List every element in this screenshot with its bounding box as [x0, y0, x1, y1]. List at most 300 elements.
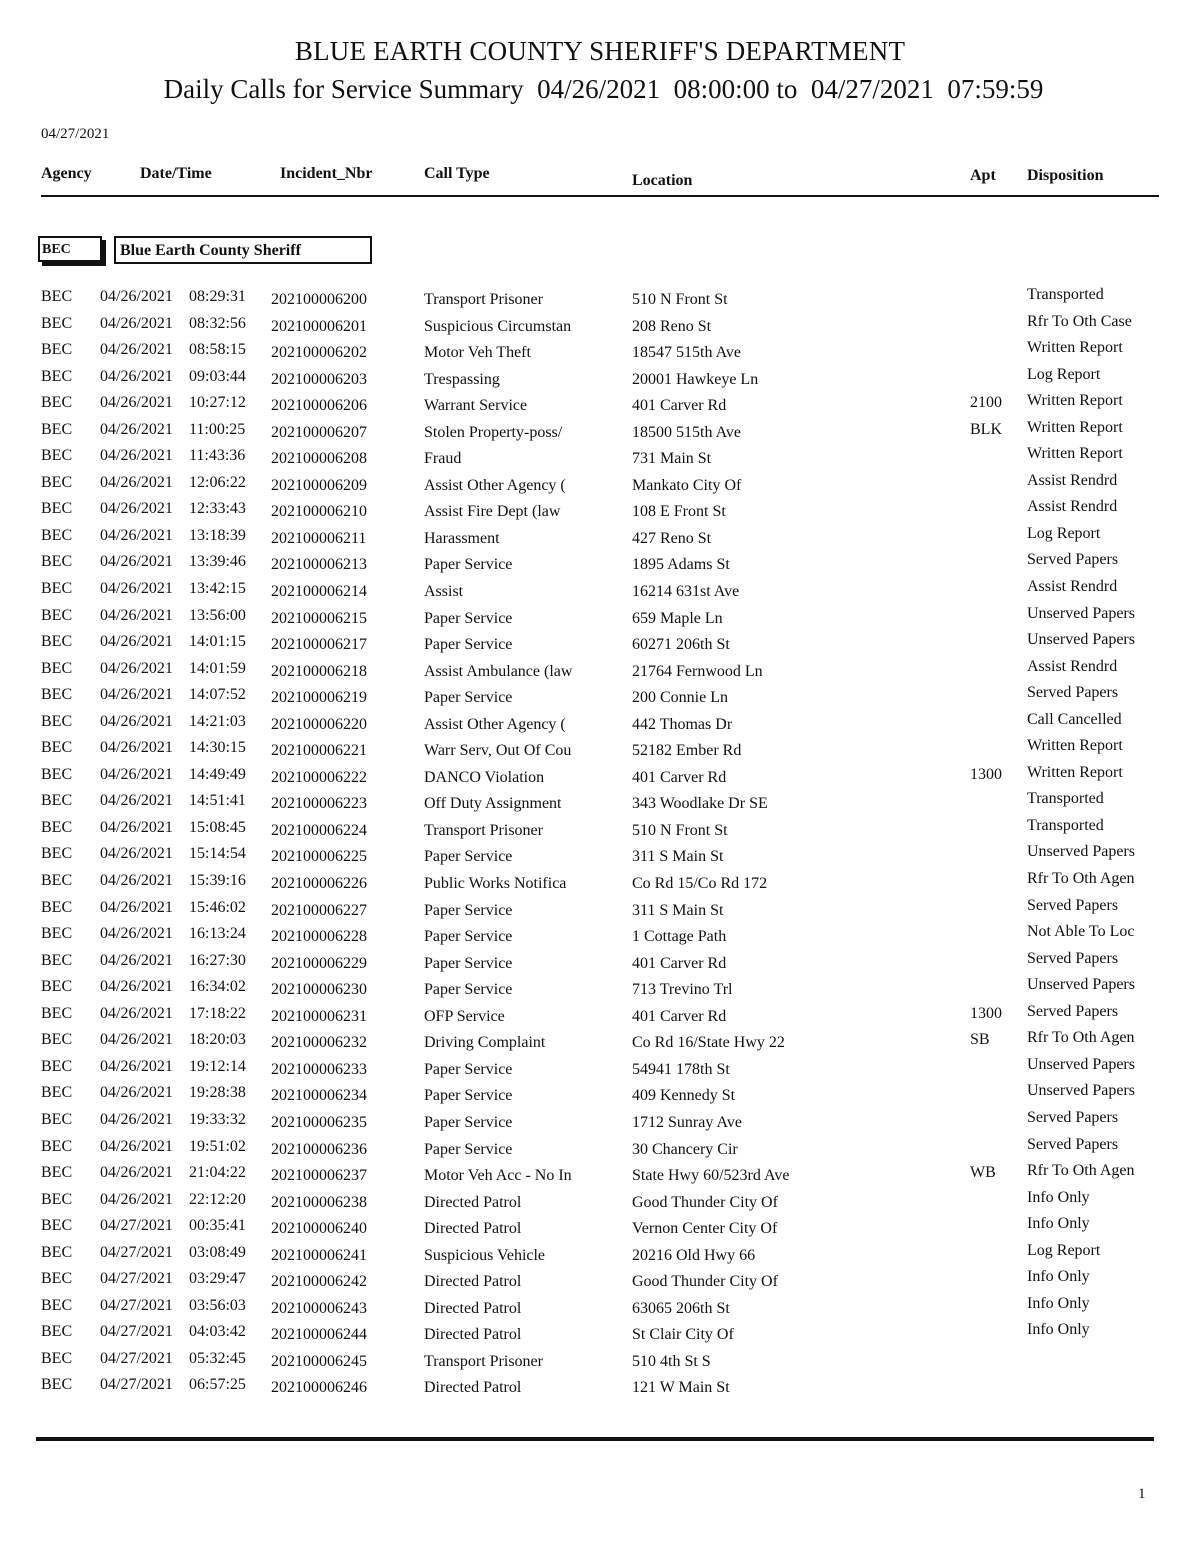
row-call-type: Paper Service [424, 848, 513, 866]
row-incident-number: 202100006218 [271, 662, 367, 680]
row-date: 04/27/2021 [100, 1217, 173, 1235]
row-agency: BEC [41, 1084, 73, 1102]
row-location: 401 Carver Rd [632, 397, 727, 415]
row-location: 21764 Fernwood Ln [632, 662, 763, 680]
row-time: 10:27:12 [189, 394, 246, 412]
table-row [0, 500, 1200, 527]
row-call-type: Harassment [424, 529, 500, 547]
row-incident-number: 202100006236 [271, 1140, 367, 1158]
row-call-type: Paper Service [424, 928, 513, 946]
row-location: 16214 631st Ave [632, 583, 740, 601]
row-disposition: Transported [1027, 816, 1104, 834]
row-date: 04/26/2021 [100, 739, 173, 757]
row-location: 1712 Sunray Ave [632, 1113, 742, 1131]
column-header-disposition: Disposition [1027, 167, 1104, 184]
row-date: 04/26/2021 [100, 1084, 173, 1102]
row-agency: BEC [41, 447, 73, 465]
row-time: 16:27:30 [189, 951, 246, 969]
row-agency: BEC [41, 1323, 73, 1341]
row-agency: BEC [41, 1137, 73, 1155]
row-time: 13:56:00 [189, 606, 246, 624]
row-time: 03:29:47 [189, 1270, 246, 1288]
row-call-type: Motor Veh Acc - No In [424, 1167, 572, 1185]
table-row [0, 447, 1200, 474]
row-call-type: Motor Veh Theft [424, 344, 531, 362]
row-disposition: Written Report [1027, 339, 1123, 357]
row-location: 60271 206th St [632, 636, 730, 654]
row-time: 03:56:03 [189, 1296, 246, 1314]
row-incident-number: 202100006211 [271, 529, 367, 547]
row-time: 05:32:45 [189, 1349, 246, 1367]
row-incident-number: 202100006217 [271, 636, 367, 654]
row-location: 343 Woodlake Dr SE [632, 795, 768, 813]
row-agency: BEC [41, 845, 73, 863]
row-call-type: Transport Prisoner [424, 291, 543, 308]
row-location: 208 Reno St [632, 317, 712, 335]
row-incident-number: 202100006210 [271, 503, 367, 521]
row-agency: BEC [41, 1004, 73, 1022]
row-time: 16:13:24 [189, 925, 246, 943]
agency-code-box: BEC [38, 236, 102, 262]
table-row [0, 580, 1200, 607]
row-incident-number: 202100006220 [271, 715, 367, 733]
row-agency: BEC [41, 1376, 73, 1394]
row-call-type: Suspicious Circumstan [424, 317, 572, 335]
row-disposition: Info Only [1027, 1321, 1090, 1339]
row-call-type: Assist Other Agency ( [424, 715, 566, 733]
row-incident-number: 202100006240 [271, 1220, 367, 1238]
row-call-type: Paper Service [424, 636, 513, 654]
row-disposition: Rfr To Oth Case [1027, 312, 1132, 330]
row-location: 311 S Main St [632, 901, 724, 919]
row-location: 510 N Front St [632, 291, 728, 308]
row-call-type: Paper Service [424, 689, 513, 707]
row-disposition: Info Only [1027, 1268, 1090, 1286]
row-disposition: Assist Rendrd [1027, 471, 1118, 489]
row-call-type: Suspicious Vehicle [424, 1246, 546, 1264]
row-call-type: Warr Serv, Out Of Cou [424, 742, 572, 760]
row-call-type: Driving Complaint [424, 1034, 546, 1052]
row-disposition: Not Able To Loc [1027, 923, 1135, 941]
row-call-type: Warrant Service [424, 397, 528, 415]
table-row [0, 925, 1200, 952]
row-date: 04/26/2021 [100, 765, 173, 783]
table-row [0, 1217, 1200, 1244]
row-location: St Clair City Of [632, 1326, 734, 1344]
table-row [0, 288, 1200, 315]
row-location: State Hwy 60/523rd Ave [632, 1167, 790, 1185]
row-disposition: Transported [1027, 790, 1104, 808]
table-row [0, 896, 1200, 926]
row-incident-number: 202100006231 [271, 1007, 367, 1025]
row-agency: BEC [41, 633, 73, 651]
row-incident-number: 202100006244 [271, 1326, 367, 1344]
row-location: 18547 515th Ave [632, 344, 742, 362]
row-disposition: Unserved Papers [1027, 631, 1135, 649]
row-disposition: Unserved Papers [1027, 976, 1135, 994]
row-disposition: Served Papers [1027, 684, 1119, 702]
row-location: Good Thunder City Of [632, 1193, 778, 1211]
table-row [0, 394, 1200, 421]
table-row [0, 1188, 1200, 1218]
column-header-incident: Incident_Nbr [280, 165, 373, 182]
table-row [0, 1031, 1200, 1058]
row-location: 108 E Front St [632, 503, 726, 521]
row-apt: BLK [970, 420, 1002, 438]
row-incident-number: 202100006225 [271, 848, 367, 866]
row-time: 14:01:59 [189, 659, 246, 677]
row-apt: 1300 [970, 1004, 1002, 1022]
row-time: 03:08:49 [189, 1243, 246, 1261]
row-time: 14:01:15 [189, 633, 246, 651]
row-disposition: Served Papers [1027, 551, 1119, 569]
row-time: 15:14:54 [189, 845, 246, 863]
column-header-datetime: Date/Time [140, 165, 212, 182]
row-disposition: Unserved Papers [1027, 843, 1135, 861]
table-row [0, 341, 1200, 368]
row-call-type: Assist Other Agency ( [424, 476, 566, 494]
row-call-type: Paper Service [424, 556, 513, 574]
row-incident-number: 202100006223 [271, 795, 367, 813]
footer-divider [36, 1437, 1154, 1441]
row-incident-number: 202100006203 [271, 370, 367, 388]
row-date: 04/26/2021 [100, 712, 173, 730]
row-incident-number: 202100006209 [271, 476, 367, 494]
row-location: Mankato City Of [632, 476, 742, 494]
row-location: 30 Chancery Cir [632, 1140, 738, 1158]
row-incident-number: 202100006201 [271, 317, 367, 335]
row-time: 19:28:38 [189, 1084, 246, 1102]
row-incident-number: 202100006235 [271, 1113, 367, 1131]
row-disposition: Assist Rendrd [1027, 498, 1118, 516]
row-call-type: Assist Fire Dept (law [424, 503, 561, 521]
calls-table [0, 288, 1200, 1403]
row-time: 09:03:44 [189, 367, 246, 385]
row-location: 401 Carver Rd [632, 954, 727, 972]
row-disposition: Call Cancelled [1027, 710, 1122, 728]
row-incident-number: 202100006219 [271, 689, 367, 707]
row-time: 12:06:22 [189, 473, 246, 491]
row-disposition: Rfr To Oth Agen [1027, 870, 1135, 888]
row-date: 04/26/2021 [100, 526, 173, 544]
row-agency: BEC [41, 1349, 73, 1367]
table-row [0, 1323, 1200, 1350]
row-disposition: Unserved Papers [1027, 1082, 1135, 1100]
row-time: 08:58:15 [189, 341, 246, 359]
row-location: Vernon Center City Of [632, 1220, 778, 1238]
row-date: 04/26/2021 [100, 872, 173, 890]
row-time: 16:34:02 [189, 978, 246, 996]
row-agency: BEC [41, 473, 73, 491]
row-time: 06:57:25 [189, 1376, 246, 1394]
row-date: 04/26/2021 [100, 633, 173, 651]
row-agency: BEC [41, 1164, 73, 1182]
row-time: 04:03:42 [189, 1323, 246, 1341]
row-time: 14:21:03 [189, 712, 246, 730]
table-row [0, 1270, 1200, 1297]
row-time: 14:49:49 [189, 765, 246, 783]
row-date: 04/26/2021 [100, 606, 173, 624]
row-location: Co Rd 16/State Hwy 22 [632, 1034, 785, 1052]
row-disposition: Written Report [1027, 737, 1123, 755]
table-row [0, 418, 1200, 448]
row-location: 713 Trevino Trl [632, 981, 733, 999]
row-agency: BEC [41, 526, 73, 544]
row-disposition: Assist Rendrd [1027, 657, 1118, 675]
row-call-type: Paper Service [424, 1060, 513, 1078]
row-disposition: Log Report [1027, 365, 1101, 383]
row-date: 04/26/2021 [100, 341, 173, 359]
row-apt: WB [970, 1164, 996, 1182]
row-time: 21:04:22 [189, 1164, 246, 1182]
row-time: 13:18:39 [189, 526, 246, 544]
report-title: BLUE EARTH COUNTY SHERIFF'S DEPARTMENT [294, 36, 906, 66]
row-call-type: Transport Prisoner [424, 821, 543, 839]
row-call-type: Trespassing [424, 370, 500, 388]
row-location: 54941 178th St [632, 1060, 730, 1078]
column-header-apt: Apt [970, 167, 996, 184]
row-agency: BEC [41, 925, 73, 943]
row-location: Good Thunder City Of [632, 1273, 778, 1291]
row-time: 13:39:46 [189, 553, 246, 571]
row-call-type: Directed Patrol [424, 1220, 522, 1238]
row-location: 20216 Old Hwy 66 [632, 1246, 756, 1264]
report-subtitle: Daily Calls for Service Summary 04/26/2021 08:00:00 to 04/27/2021 07:59:59 [163, 74, 1044, 104]
row-agency: BEC [41, 818, 73, 836]
row-date: 04/26/2021 [100, 978, 173, 996]
row-date: 04/26/2021 [100, 686, 173, 704]
row-date: 04/26/2021 [100, 818, 173, 836]
row-incident-number: 202100006200 [271, 291, 367, 308]
row-incident-number: 202100006228 [271, 928, 367, 946]
row-incident-number: 202100006215 [271, 609, 367, 627]
table-row [0, 978, 1200, 1005]
row-disposition: Served Papers [1027, 949, 1119, 967]
row-agency: BEC [41, 872, 73, 890]
table-row [0, 1376, 1200, 1403]
row-disposition: Served Papers [1027, 1135, 1119, 1153]
row-call-type: Paper Service [424, 901, 513, 919]
table-row [0, 949, 1200, 979]
row-date: 04/26/2021 [100, 1110, 173, 1128]
table-row [0, 1294, 1200, 1324]
row-location: 121 W Main St [632, 1379, 730, 1397]
row-agency: BEC [41, 659, 73, 677]
row-call-type: Directed Patrol [424, 1326, 522, 1344]
row-incident-number: 202100006234 [271, 1087, 367, 1105]
row-time: 19:33:32 [189, 1110, 246, 1128]
row-disposition: Info Only [1027, 1294, 1090, 1312]
row-incident-number: 202100006229 [271, 954, 367, 972]
row-agency: BEC [41, 898, 73, 916]
row-date: 04/26/2021 [100, 447, 173, 465]
row-time: 15:46:02 [189, 898, 246, 916]
row-date: 04/26/2021 [100, 394, 173, 412]
row-location: 442 Thomas Dr [632, 715, 733, 733]
row-agency: BEC [41, 712, 73, 730]
row-incident-number: 202100006226 [271, 875, 367, 893]
row-agency: BEC [41, 580, 73, 598]
row-disposition: Served Papers [1027, 1002, 1119, 1020]
row-disposition: Written Report [1027, 418, 1123, 436]
row-date: 04/26/2021 [100, 792, 173, 810]
row-date: 04/27/2021 [100, 1270, 173, 1288]
table-row [0, 763, 1200, 793]
row-call-type: Assist Ambulance (law [424, 662, 573, 680]
row-disposition: Log Report [1027, 1241, 1101, 1259]
row-date: 04/26/2021 [100, 420, 173, 438]
row-date: 04/27/2021 [100, 1376, 173, 1394]
row-disposition: Written Report [1027, 763, 1123, 781]
row-agency: BEC [41, 288, 73, 305]
row-agency: BEC [41, 394, 73, 412]
row-time: 15:08:45 [189, 818, 246, 836]
row-date: 04/26/2021 [100, 1057, 173, 1075]
row-date: 04/26/2021 [100, 367, 173, 385]
row-call-type: Directed Patrol [424, 1379, 522, 1397]
row-time: 13:42:15 [189, 580, 246, 598]
table-row [0, 872, 1200, 899]
row-date: 04/27/2021 [100, 1349, 173, 1367]
row-date: 04/26/2021 [100, 1137, 173, 1155]
row-location: 401 Carver Rd [632, 768, 727, 786]
row-agency: BEC [41, 1217, 73, 1235]
row-date: 04/26/2021 [100, 473, 173, 491]
row-incident-number: 202100006227 [271, 901, 367, 919]
row-agency: BEC [41, 500, 73, 518]
row-agency: BEC [41, 606, 73, 624]
row-date: 04/26/2021 [100, 659, 173, 677]
row-time: 08:32:56 [189, 314, 246, 332]
column-header-call-type: Call Type [424, 165, 490, 182]
row-call-type: Directed Patrol [424, 1273, 522, 1291]
row-call-type: Off Duty Assignment [424, 795, 562, 813]
row-agency: BEC [41, 367, 73, 385]
row-call-type: DANCO Violation [424, 768, 545, 786]
column-header-agency: Agency [41, 165, 92, 182]
table-row [0, 365, 1200, 395]
row-location: 200 Connie Ln [632, 689, 728, 707]
row-date: 04/26/2021 [100, 500, 173, 518]
row-call-type: Directed Patrol [424, 1299, 522, 1317]
row-call-type: Transport Prisoner [424, 1352, 543, 1370]
table-row [0, 524, 1200, 554]
row-location: 18500 515th Ave [632, 423, 742, 441]
row-location: 427 Reno St [632, 529, 712, 547]
row-incident-number: 202100006237 [271, 1167, 367, 1185]
table-row [0, 604, 1200, 634]
row-incident-number: 202100006222 [271, 768, 367, 786]
row-date: 04/27/2021 [100, 1243, 173, 1261]
row-disposition: Assist Rendrd [1027, 578, 1118, 596]
row-incident-number: 202100006206 [271, 397, 367, 415]
row-date: 04/26/2021 [100, 1004, 173, 1022]
row-apt: 1300 [970, 765, 1002, 783]
row-agency: BEC [41, 1031, 73, 1049]
row-time: 19:12:14 [189, 1057, 246, 1075]
row-time: 00:35:41 [189, 1217, 246, 1235]
row-date: 04/26/2021 [100, 553, 173, 571]
row-incident-number: 202100006232 [271, 1034, 367, 1052]
row-date: 04/26/2021 [100, 580, 173, 598]
row-date: 04/26/2021 [100, 1031, 173, 1049]
row-agency: BEC [41, 765, 73, 783]
row-agency: BEC [41, 739, 73, 757]
row-call-type: Directed Patrol [424, 1193, 522, 1211]
row-agency: BEC [41, 951, 73, 969]
row-time: 11:43:36 [189, 447, 246, 465]
row-incident-number: 202100006241 [271, 1246, 367, 1264]
row-call-type: Paper Service [424, 609, 513, 627]
row-incident-number: 202100006202 [271, 344, 367, 362]
row-agency: BEC [41, 978, 73, 996]
row-agency: BEC [41, 1296, 73, 1314]
row-incident-number: 202100006224 [271, 821, 367, 839]
page-number: 1 [1138, 1486, 1146, 1502]
row-location: Co Rd 15/Co Rd 172 [632, 875, 768, 893]
row-location: 510 4th St S [632, 1352, 711, 1370]
row-incident-number: 202100006233 [271, 1060, 367, 1078]
row-time: 18:20:03 [189, 1031, 246, 1049]
row-disposition: Info Only [1027, 1188, 1090, 1206]
table-row [0, 710, 1200, 740]
row-agency: BEC [41, 792, 73, 810]
row-disposition: Served Papers [1027, 896, 1119, 914]
table-row [0, 1350, 1200, 1377]
row-agency: BEC [41, 686, 73, 704]
table-row [0, 1108, 1200, 1138]
row-date: 04/26/2021 [100, 845, 173, 863]
row-call-type: Fraud [424, 450, 462, 468]
row-location: 1895 Adams St [632, 556, 730, 574]
row-time: 08:29:31 [189, 288, 246, 305]
row-agency: BEC [41, 341, 73, 359]
row-location: 20001 Hawkeye Ln [632, 370, 759, 388]
row-incident-number: 202100006230 [271, 981, 367, 999]
table-row [0, 816, 1200, 846]
row-incident-number: 202100006213 [271, 556, 367, 574]
row-disposition: Transported [1027, 286, 1104, 303]
table-row [0, 312, 1200, 342]
table-row [0, 657, 1200, 687]
row-incident-number: 202100006207 [271, 423, 367, 441]
row-call-type: Paper Service [424, 954, 513, 972]
row-agency: BEC [41, 553, 73, 571]
row-disposition: Rfr To Oth Agen [1027, 1029, 1135, 1047]
row-time: 11:00:25 [189, 420, 246, 438]
row-agency: BEC [41, 1057, 73, 1075]
table-row [0, 471, 1200, 501]
row-location: 659 Maple Ln [632, 609, 723, 627]
row-apt: SB [970, 1031, 990, 1049]
row-call-type: Paper Service [424, 1087, 513, 1105]
row-date: 04/26/2021 [100, 1164, 173, 1182]
row-apt: 2100 [970, 394, 1002, 412]
row-time: 14:51:41 [189, 792, 246, 810]
row-agency: BEC [41, 314, 73, 332]
row-date: 04/27/2021 [100, 1323, 173, 1341]
row-call-type: OFP Service [424, 1007, 505, 1025]
row-call-type: Stolen Property-poss/ [424, 423, 563, 441]
row-time: 22:12:20 [189, 1190, 246, 1208]
row-location: 401 Carver Rd [632, 1007, 727, 1025]
row-incident-number: 202100006208 [271, 450, 367, 468]
row-incident-number: 202100006246 [271, 1379, 367, 1397]
row-disposition: Unserved Papers [1027, 604, 1135, 622]
table-row [0, 1135, 1200, 1165]
row-date: 04/26/2021 [100, 925, 173, 943]
row-disposition: Unserved Papers [1027, 1055, 1135, 1073]
